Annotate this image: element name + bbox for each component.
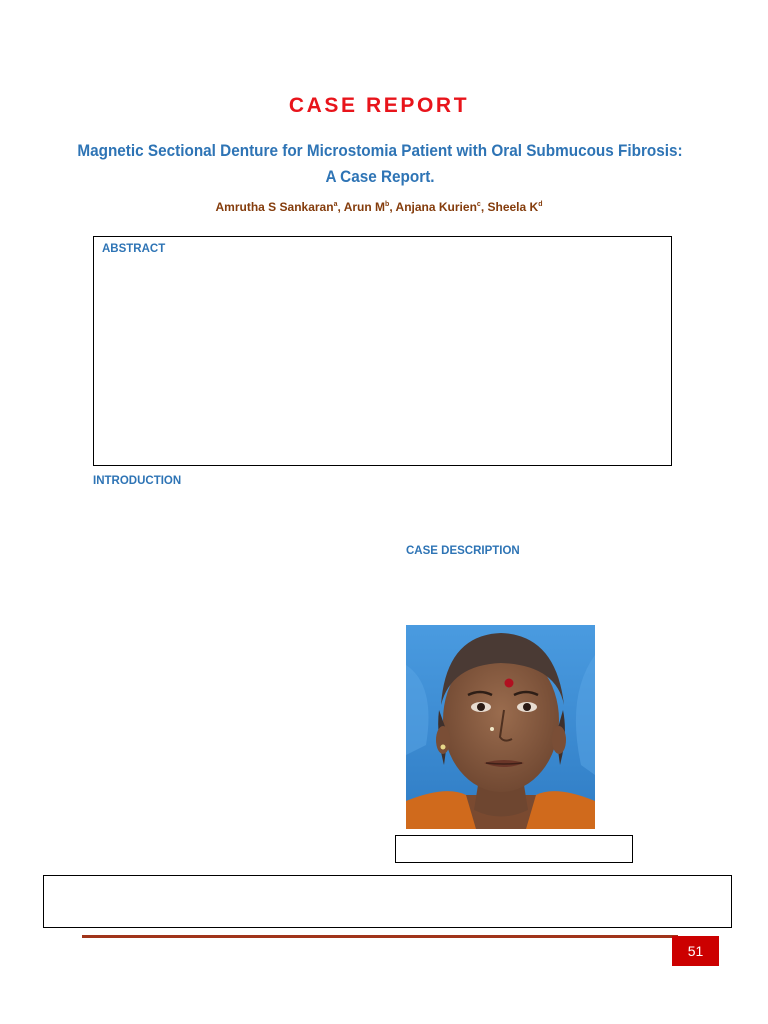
footer-rule xyxy=(82,935,678,938)
abstract-box xyxy=(93,236,672,466)
author-1: Amrutha S Sankaran$^a$, xyxy=(215,200,344,214)
author-line xyxy=(0,200,758,214)
footnote-box xyxy=(43,875,732,928)
author-2: Arun $M^b$, xyxy=(343,200,396,214)
abstract-heading: ABSTRACT xyxy=(102,243,166,255)
report-type-label: CASE REPORT xyxy=(288,94,470,117)
author-3: Anjana Kurien$^c$, xyxy=(395,200,488,214)
case-description-heading: CASE DESCRIPTION xyxy=(406,545,520,557)
article-title: Magnetic Sectional Denture for Microstomia Patient with Oral Submucous Fibrosis: A Case Report. xyxy=(77,141,683,186)
patient-photo xyxy=(406,625,595,829)
page-number: 51 xyxy=(672,936,719,966)
figure-caption-box xyxy=(395,835,633,863)
introduction-heading: INTRODUCTION xyxy=(93,475,182,487)
author-4: Sheela $K^d$ xyxy=(487,200,543,214)
